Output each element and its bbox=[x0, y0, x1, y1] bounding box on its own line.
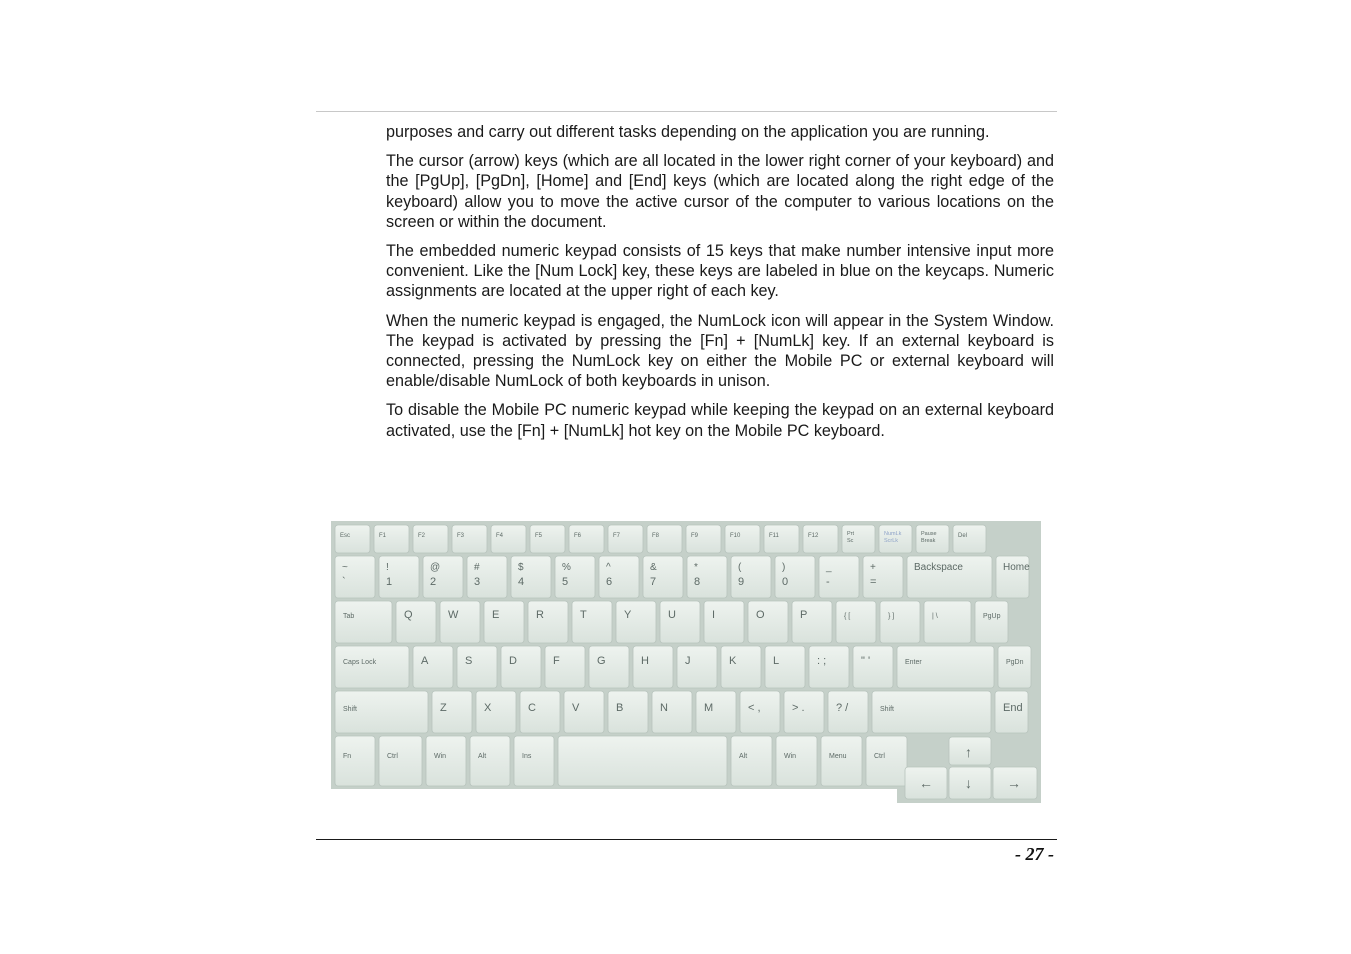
key-label-h: H bbox=[641, 655, 649, 667]
key-label-q: Q bbox=[404, 609, 413, 621]
key-label-f8: F8 bbox=[652, 533, 660, 539]
key-8 bbox=[687, 556, 727, 598]
key-f5 bbox=[530, 525, 565, 553]
key-label-3-bottom: 3 bbox=[474, 576, 481, 588]
key-symbol bbox=[335, 556, 375, 598]
key-label-numlk-scrlk-b: ScrLk bbox=[884, 538, 899, 544]
key-bottom-win-2 bbox=[426, 736, 466, 786]
right-arrow-icon: → bbox=[1007, 775, 1021, 791]
key-r bbox=[528, 601, 568, 643]
key-label-shift-0: Shift bbox=[343, 706, 358, 713]
paragraph-1: purposes and carry out different tasks depending on the application you are running. bbox=[386, 123, 990, 141]
key-label-f7: F7 bbox=[613, 533, 621, 539]
key-y bbox=[616, 601, 656, 643]
key-9 bbox=[731, 556, 771, 598]
key-label-symbol-top: $ bbox=[518, 562, 524, 573]
key-label-bottom-alt-6: Alt bbox=[739, 753, 748, 760]
key-i bbox=[704, 601, 744, 643]
key-caps-lock bbox=[335, 646, 409, 688]
key-label-symbol: { [ bbox=[844, 613, 851, 620]
key-bottom-ctrl-9 bbox=[866, 736, 907, 786]
key-f2 bbox=[413, 525, 448, 553]
key-label-f11: F11 bbox=[769, 533, 779, 539]
key-0 bbox=[775, 556, 815, 598]
key-g bbox=[589, 646, 629, 688]
keyboard-illustration bbox=[331, 521, 1041, 803]
keyboard-photo bbox=[331, 521, 1041, 803]
body-text bbox=[386, 122, 1054, 450]
key-symbol bbox=[809, 646, 849, 688]
key-bottom-menu-8 bbox=[821, 736, 862, 786]
key-label-9-bottom: 9 bbox=[738, 576, 745, 588]
footer-rule bbox=[316, 839, 1057, 840]
key-label-symbol-top: ~ bbox=[342, 562, 348, 573]
key-label-symbol-top: ) bbox=[782, 562, 786, 573]
key-label-bottom-fn-0: Fn bbox=[343, 753, 352, 760]
key-label-tab: Tab bbox=[343, 613, 355, 620]
key-t bbox=[572, 601, 612, 643]
key-enter bbox=[897, 646, 994, 688]
key-label-l: L bbox=[773, 655, 780, 667]
key-label-symbol: | \ bbox=[932, 613, 938, 620]
key-label-t: T bbox=[580, 609, 587, 621]
key-label-shift-11: Shift bbox=[880, 706, 895, 713]
key-3 bbox=[467, 556, 507, 598]
key-label-7-bottom: 7 bbox=[650, 576, 657, 588]
key-label-bottom-win-7: Win bbox=[784, 753, 797, 760]
key-label-f10: F10 bbox=[730, 533, 741, 539]
key-bottom-ctrl-1 bbox=[379, 736, 422, 786]
key-label-symbol-top: ( bbox=[738, 562, 742, 573]
key-f bbox=[545, 646, 585, 688]
key-u bbox=[660, 601, 700, 643]
key-f11 bbox=[764, 525, 799, 553]
key-bottom-win-7 bbox=[776, 736, 817, 786]
left-arrow-icon: ← bbox=[919, 775, 933, 791]
key-label-pgdn: PgDn bbox=[1006, 659, 1024, 666]
key-label-symbol-bottom: ` bbox=[342, 576, 346, 588]
key-symbol bbox=[880, 601, 920, 643]
key-label-4-bottom: 4 bbox=[518, 576, 525, 588]
key-label-bottom-ctrl-1: Ctrl bbox=[387, 753, 398, 760]
key-pgup bbox=[975, 601, 1008, 643]
key-label-m-7: M bbox=[704, 702, 714, 714]
key-label-pause-break-b: Break bbox=[921, 538, 936, 544]
key-label-prt-sc-sysrq-b: Sc bbox=[847, 538, 854, 544]
key-bottom-fn-0 bbox=[335, 736, 375, 786]
key-esc bbox=[335, 525, 370, 553]
key-label-pgup: PgUp bbox=[983, 613, 1001, 620]
key-label-f12: F12 bbox=[808, 533, 819, 539]
key-label-symbol-bottom: - bbox=[826, 576, 830, 588]
key-label-backspace-top: Backspace bbox=[914, 562, 963, 573]
key-label-2-bottom: 2 bbox=[430, 576, 437, 588]
up-arrow-icon: ↑ bbox=[965, 744, 972, 760]
key-label-symbol-top: _ bbox=[826, 562, 832, 573]
key-label-d: D bbox=[509, 655, 517, 667]
key-symbol bbox=[863, 556, 903, 598]
key-label-esc: Esc bbox=[340, 533, 351, 539]
key-label-symbol-top: * bbox=[694, 562, 698, 573]
key-label-symbol-10: ? / bbox=[836, 702, 849, 714]
key-label-o: O bbox=[756, 609, 765, 621]
key-label-k: K bbox=[729, 655, 737, 667]
key-label-f: F bbox=[553, 655, 560, 667]
key-label-s: S bbox=[465, 655, 473, 667]
key-label-del: Del bbox=[958, 533, 968, 539]
key-label-bottom-ins-4: Ins bbox=[522, 753, 532, 760]
key-label-symbol: } ] bbox=[888, 613, 895, 620]
key-label-symbol-top: ! bbox=[386, 562, 389, 573]
key-a bbox=[413, 646, 453, 688]
key-j bbox=[677, 646, 717, 688]
key-label-x-2: X bbox=[484, 702, 492, 714]
key-x-2 bbox=[476, 691, 516, 733]
key-label-1-bottom: 1 bbox=[386, 576, 393, 588]
key-label-enter: Enter bbox=[905, 659, 922, 666]
paragraph-5: To disable the Mobile PC numeric keypad while keeping the keypad on an external keyboard activated, use the [Fn] + [NumLk] hot key on the Mobile PC keyboard. bbox=[386, 401, 1054, 440]
key-label-f3: F3 bbox=[457, 533, 465, 539]
key-del bbox=[953, 525, 986, 553]
key-n-6 bbox=[652, 691, 692, 733]
key-q bbox=[396, 601, 436, 643]
key-4 bbox=[511, 556, 551, 598]
header-rule bbox=[316, 111, 1057, 112]
key-label-symbol: " ' bbox=[861, 655, 871, 667]
key-label-w: W bbox=[448, 609, 459, 621]
key-label-numlk-scrlk-a: NumLk bbox=[884, 531, 902, 537]
key-c-3 bbox=[520, 691, 560, 733]
key-label-8-bottom: 8 bbox=[694, 576, 701, 588]
key-label-home-top: Home bbox=[1003, 562, 1030, 573]
key-symbol bbox=[924, 601, 971, 643]
key-label-symbol-bottom: = bbox=[870, 576, 877, 588]
key-label-symbol-top: % bbox=[562, 562, 571, 573]
paragraph-4: When the numeric keypad is engaged, the NumLock icon will appear in the System Window. The keypad is activated by pressing the [Fn] + [NumLk] key. If an external keyboard is connected, pressing the NumLock key on either the Mobile PC or external keyboard will enable/disable NumLock of both keyboards in unison. bbox=[386, 311, 1054, 391]
key-label-f2: F2 bbox=[418, 533, 426, 539]
key-label-a: A bbox=[421, 655, 429, 667]
key-h bbox=[633, 646, 673, 688]
key-2 bbox=[423, 556, 463, 598]
key-label-symbol-top: + bbox=[870, 562, 876, 573]
key-p bbox=[792, 601, 832, 643]
key-label-r: R bbox=[536, 609, 544, 621]
down-arrow-icon: ↓ bbox=[965, 775, 972, 791]
key-bottom-alt-3 bbox=[470, 736, 510, 786]
key-label-e: E bbox=[492, 609, 500, 621]
key-label-symbol: : ; bbox=[817, 655, 827, 667]
key-symbol bbox=[836, 601, 876, 643]
key-label-symbol-top: & bbox=[650, 562, 657, 573]
key-symbol bbox=[819, 556, 859, 598]
key-pgdn bbox=[998, 646, 1031, 688]
key-label-u: U bbox=[668, 609, 676, 621]
key-bottom-alt-6 bbox=[731, 736, 772, 786]
key-f6 bbox=[569, 525, 604, 553]
key-5 bbox=[555, 556, 595, 598]
paragraph-2: The cursor (arrow) keys (which are all located in the lower right corner of your keyboard) and the [PgUp], [PgDn], [Home] and [End] keys (which are located along the right edge of the keyboard) allow you to move the active cursor of the computer to various locations on the screen or within the document. bbox=[386, 152, 1054, 231]
key-f7 bbox=[608, 525, 643, 553]
page-number: - 27 - bbox=[1015, 844, 1054, 864]
key-f10 bbox=[725, 525, 760, 553]
key-symbol bbox=[853, 646, 893, 688]
key-tab bbox=[335, 601, 392, 643]
key-label-j: J bbox=[685, 655, 691, 667]
key-label-symbol-9: > . bbox=[792, 702, 805, 714]
key-label-f9: F9 bbox=[691, 533, 699, 539]
key-label-i: I bbox=[712, 609, 716, 621]
key-label-0-bottom: 0 bbox=[782, 576, 789, 588]
key-1 bbox=[379, 556, 419, 598]
key-f1 bbox=[374, 525, 409, 553]
key-label-symbol-top: # bbox=[474, 562, 480, 573]
key-6 bbox=[599, 556, 639, 598]
key-f9 bbox=[686, 525, 721, 553]
key-label-6-bottom: 6 bbox=[606, 576, 613, 588]
key-label-bottom-alt-3: Alt bbox=[478, 753, 487, 760]
key-label-c-3: C bbox=[528, 702, 536, 714]
key-label-p: P bbox=[800, 609, 808, 621]
key-l bbox=[765, 646, 805, 688]
key-label-pause-break-a: Pause bbox=[921, 531, 937, 537]
key-label-v-4: V bbox=[572, 702, 580, 714]
key-label-z-1: Z bbox=[440, 702, 447, 714]
key-bottom-ins-4 bbox=[514, 736, 554, 786]
key-k bbox=[721, 646, 761, 688]
key-d bbox=[501, 646, 541, 688]
key-label-end-12: End bbox=[1003, 702, 1023, 714]
key-f4 bbox=[491, 525, 526, 553]
key-label-g: G bbox=[597, 655, 606, 667]
key-o bbox=[748, 601, 788, 643]
key-f8 bbox=[647, 525, 682, 553]
key-label-5-bottom: 5 bbox=[562, 576, 569, 588]
key-e bbox=[484, 601, 524, 643]
key-label-bottom-menu-8: Menu bbox=[829, 753, 847, 760]
key-s bbox=[457, 646, 497, 688]
key-w bbox=[440, 601, 480, 643]
key-label-n-6: N bbox=[660, 702, 668, 714]
key-label-f4: F4 bbox=[496, 533, 504, 539]
key-label-caps-lock: Caps Lock bbox=[343, 659, 377, 666]
key-label-f6: F6 bbox=[574, 533, 582, 539]
key-f12 bbox=[803, 525, 838, 553]
key-label-bottom-win-2: Win bbox=[434, 753, 447, 760]
key-bottom-symbol-5 bbox=[558, 736, 727, 786]
key-label-symbol-top: @ bbox=[430, 562, 441, 573]
key-label-f1: F1 bbox=[379, 533, 387, 539]
key-label-b-5: B bbox=[616, 702, 624, 714]
key-7 bbox=[643, 556, 683, 598]
key-label-bottom-ctrl-9: Ctrl bbox=[874, 753, 885, 760]
key-m-7 bbox=[696, 691, 736, 733]
key-z-1 bbox=[432, 691, 472, 733]
key-label-f5: F5 bbox=[535, 533, 543, 539]
key-f3 bbox=[452, 525, 487, 553]
paragraph-3: The embedded numeric keypad consists of 15 keys that make number intensive input more convenient. Like the [Num Lock] key, these keys are labeled in blue on the keycaps. Numeric assignments are located at the upper right of each key. bbox=[386, 242, 1054, 301]
key-label-symbol-8: < , bbox=[748, 702, 761, 714]
key-label-y: Y bbox=[624, 609, 632, 621]
key-label-symbol-top: ^ bbox=[606, 562, 611, 573]
key-b-5 bbox=[608, 691, 648, 733]
key-label-prt-sc-sysrq-a: Prt bbox=[847, 531, 855, 537]
key-v-4 bbox=[564, 691, 604, 733]
